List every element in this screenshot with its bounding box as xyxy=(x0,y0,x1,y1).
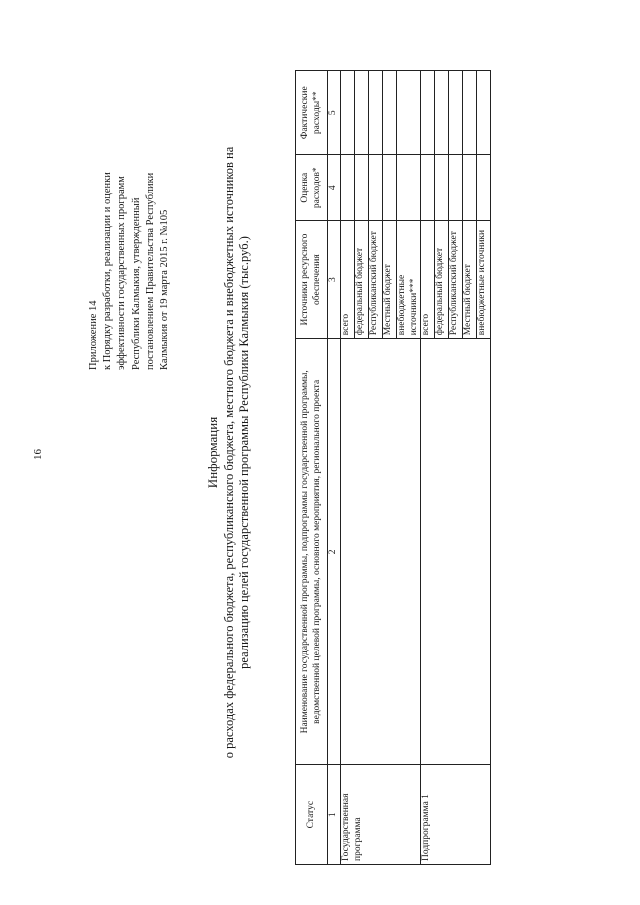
estimate-cell xyxy=(369,155,383,220)
actual-cell xyxy=(383,71,397,155)
actual-cell xyxy=(369,71,383,155)
estimate-cell xyxy=(435,155,449,220)
column-number: 2 xyxy=(328,339,341,765)
appendix-line: эффективности государственных программ xyxy=(116,176,128,370)
title-main: Информация xyxy=(205,416,220,489)
page-number: 16 xyxy=(32,449,44,460)
source-cell: внебюджетные источники xyxy=(477,220,491,338)
status-cell: Государственная программа xyxy=(341,765,421,865)
actual-cell xyxy=(449,71,463,155)
expenses-table xyxy=(295,70,491,865)
status-cell: Подпрограмма 1 xyxy=(421,765,491,865)
appendix-line: Калмыкия от 19 марта 2015 г. №105 xyxy=(159,209,171,370)
document-title xyxy=(205,0,252,905)
source-cell: Местный бюджет xyxy=(463,220,477,338)
appendix-line: постановлением Правительства Республики xyxy=(144,172,156,370)
header-source: Источники ресурсного обеспечения xyxy=(296,220,328,338)
title-line-1: о расходах федерального бюджета, республиканского бюджета, местного бюджета и внебюджетных источников на xyxy=(222,146,236,759)
estimate-cell xyxy=(383,155,397,220)
estimate-cell xyxy=(421,155,435,220)
title-line-2: реализацию целей государственной программы Республики Калмыкия (тыс.руб.) xyxy=(237,236,251,669)
actual-cell xyxy=(463,71,477,155)
column-number: 3 xyxy=(328,220,341,338)
name-cell xyxy=(341,339,421,765)
source-cell: Республиканский бюджет xyxy=(449,220,463,338)
column-number-row xyxy=(328,71,341,865)
estimate-cell xyxy=(397,155,421,220)
appendix-line: Республики Калмыкия, утвержденный xyxy=(130,197,142,370)
table-row xyxy=(421,71,435,865)
source-cell: внебюджетные источники*** xyxy=(397,220,421,338)
estimate-cell xyxy=(463,155,477,220)
actual-cell xyxy=(435,71,449,155)
table-header-row xyxy=(296,71,328,865)
estimate-cell xyxy=(449,155,463,220)
table-row xyxy=(341,71,355,865)
header-name: Наименование государственной программы, подпрограммы государственной программы, ведомственной целевой программы, основного мероприятия, регионального проекта xyxy=(296,339,328,765)
header-estimate: Оценка расходов* xyxy=(296,155,328,220)
source-cell: федеральный бюджет xyxy=(435,220,449,338)
estimate-cell xyxy=(355,155,369,220)
estimate-cell xyxy=(341,155,355,220)
actual-cell xyxy=(421,71,435,155)
name-cell xyxy=(421,339,491,765)
column-number: 4 xyxy=(328,155,341,220)
column-number: 5 xyxy=(328,71,341,155)
estimate-cell xyxy=(477,155,491,220)
actual-cell xyxy=(355,71,369,155)
source-cell: федеральный бюджет xyxy=(355,220,369,338)
appendix-note xyxy=(87,70,172,370)
column-number: 1 xyxy=(328,765,341,865)
actual-cell xyxy=(477,71,491,155)
source-cell: всего xyxy=(421,220,435,338)
appendix-line: Приложение 14 xyxy=(88,300,99,370)
actual-cell xyxy=(341,71,355,155)
actual-cell xyxy=(397,71,421,155)
source-cell: Республиканский бюджет xyxy=(369,220,383,338)
header-actual: Фактические расходы** xyxy=(296,71,328,155)
source-cell: Местный бюджет xyxy=(383,220,397,338)
appendix-line: к Порядку разработки, реализации и оценки xyxy=(102,172,114,370)
header-status: Статус xyxy=(296,765,328,865)
source-cell: всего xyxy=(341,220,355,338)
